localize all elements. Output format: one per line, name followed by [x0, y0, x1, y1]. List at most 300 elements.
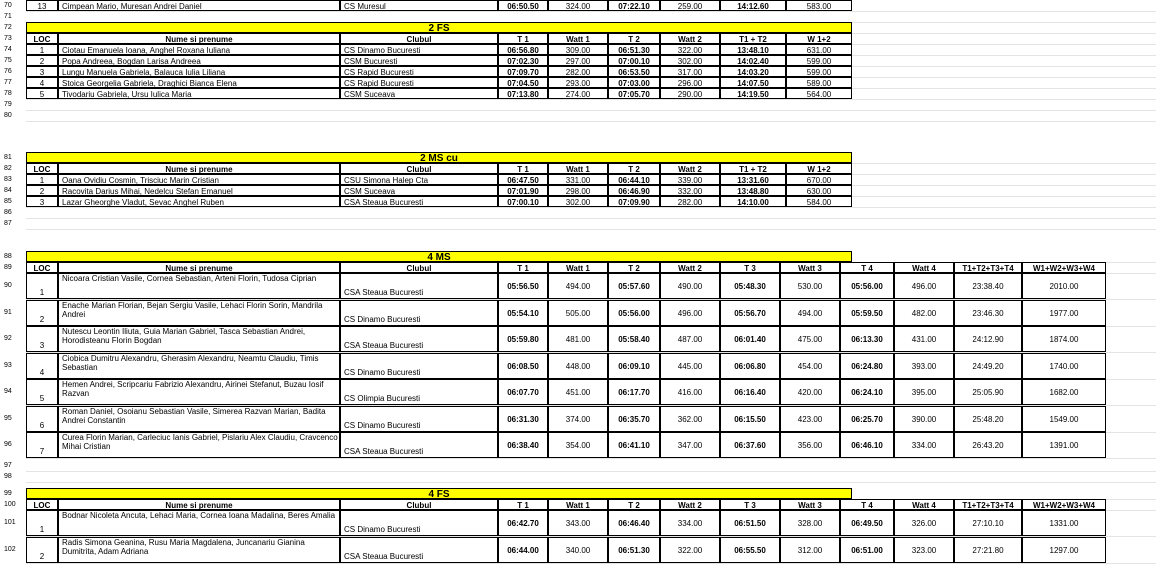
cell-w4[interactable]: 390.00	[894, 406, 954, 432]
cell-loc[interactable]: 2	[26, 185, 58, 196]
cell-w2[interactable]: 290.00	[660, 88, 720, 99]
gridline	[26, 229, 1156, 230]
column-header[interactable]: T 4	[840, 262, 894, 273]
row-number[interactable]: 87	[4, 220, 12, 227]
column-header[interactable]: LOC	[26, 262, 58, 273]
cell-wt[interactable]: 1297.00	[1022, 537, 1106, 563]
cell-club[interactable]: CS Dinamo Bucuresti	[340, 44, 498, 55]
cell-wt[interactable]: 599.00	[786, 66, 852, 77]
cell-wt[interactable]: 1682.00	[1022, 379, 1106, 405]
cell-w4[interactable]: 482.00	[894, 300, 954, 326]
cell-loc[interactable]: 2	[26, 55, 58, 66]
column-header[interactable]: Nume si prenume	[58, 33, 340, 44]
row-number[interactable]: 95	[4, 414, 12, 422]
cell-loc[interactable]: 3	[26, 196, 58, 207]
team-names[interactable]: Nicoara Cristian Vasile, Cornea Sebastian, Arteni Florin, Tudosa Ciprian	[58, 273, 340, 299]
column-header[interactable]: Watt 1	[548, 163, 608, 174]
cell-club[interactable]: CS Dinamo Bucuresti	[340, 406, 498, 432]
cell-w4[interactable]: 393.00	[894, 353, 954, 379]
cell-w1[interactable]: 451.00	[548, 379, 608, 405]
team-names[interactable]: Stoica Georgelia Gabriela, Draghici Bianca Elena	[58, 77, 340, 88]
team-names[interactable]: Enache Marian Florian, Bejan Sergiu Vasile, Lehaci Florin Sorin, Mandrila Andrei	[58, 300, 340, 326]
cell-w2[interactable]: 322.00	[660, 537, 720, 563]
section-title[interactable]: 4 MS	[26, 251, 852, 262]
table-row	[0, 44, 1156, 55]
table-row	[0, 0, 1156, 11]
cell-t1[interactable]: 07:02.30	[498, 55, 548, 66]
cell-w1[interactable]: 302.00	[548, 196, 608, 207]
cell-loc[interactable]: 13	[26, 0, 58, 11]
row-number[interactable]: 85	[4, 198, 12, 205]
cell-t2[interactable]: 06:17.70	[608, 379, 660, 405]
cell-w3[interactable]: 420.00	[780, 379, 840, 405]
cell-w3[interactable]: 530.00	[780, 273, 840, 299]
cell-t1[interactable]: 06:50.50	[498, 0, 548, 11]
cell-t1[interactable]: 06:31.30	[498, 406, 548, 432]
cell-w1[interactable]: 354.00	[548, 432, 608, 458]
column-header[interactable]: T 3	[720, 499, 780, 510]
row-number[interactable]: 101	[4, 519, 16, 526]
cell-loc[interactable]: 3	[26, 326, 58, 352]
cell-w3[interactable]: 475.00	[780, 326, 840, 352]
cell-t3[interactable]: 05:48.30	[720, 273, 780, 299]
column-header[interactable]: W 1+2	[786, 163, 852, 174]
cell-w1[interactable]: 331.00	[548, 174, 608, 185]
row-number[interactable]: 84	[4, 187, 12, 194]
cell-club[interactable]: CSM Bucuresti	[340, 55, 498, 66]
cell-t1[interactable]: 07:09.70	[498, 66, 548, 77]
cell-t1[interactable]: 05:56.50	[498, 273, 548, 299]
row-number[interactable]: 75	[4, 57, 12, 64]
column-header[interactable]: LOC	[26, 33, 58, 44]
column-header[interactable]: T 3	[720, 262, 780, 273]
cell-t4[interactable]: 06:49.50	[840, 510, 894, 536]
column-header[interactable]: Watt 3	[780, 262, 840, 273]
cell-t1[interactable]: 06:56.80	[498, 44, 548, 55]
cell-t2[interactable]: 05:56.00	[608, 300, 660, 326]
section-title[interactable]: 2 FS	[26, 22, 852, 33]
column-header[interactable]: Clubul	[340, 33, 498, 44]
cell-t2[interactable]: 06:35.70	[608, 406, 660, 432]
cell-wt[interactable]: 583.00	[786, 0, 852, 11]
column-header[interactable]: T 1	[498, 33, 548, 44]
row-number[interactable]: 81	[4, 154, 12, 161]
team-names[interactable]: Popa Andreea, Bogdan Larisa Andreea	[58, 55, 340, 66]
cell-tt[interactable]: 14:02.40	[720, 55, 786, 66]
column-header[interactable]: Watt 2	[660, 499, 720, 510]
team-names[interactable]: Racovita Darius Mihai, Nedelcu Stefan Emanuel	[58, 185, 340, 196]
column-header[interactable]: T 2	[608, 163, 660, 174]
cell-w3[interactable]: 494.00	[780, 300, 840, 326]
column-header[interactable]: T 2	[608, 499, 660, 510]
column-header[interactable]: Watt 2	[660, 33, 720, 44]
cell-loc[interactable]: 1	[26, 273, 58, 299]
cell-w3[interactable]: 454.00	[780, 353, 840, 379]
cell-club[interactable]: CS Olimpia Bucuresti	[340, 379, 498, 405]
table-row	[0, 174, 1156, 185]
column-header[interactable]: T 1	[498, 262, 548, 273]
cell-tt[interactable]: 14:19.50	[720, 88, 786, 99]
column-header[interactable]: T1 + T2	[720, 163, 786, 174]
cell-t1[interactable]: 06:08.50	[498, 353, 548, 379]
cell-w1[interactable]: 343.00	[548, 510, 608, 536]
cell-t2[interactable]: 06:53.50	[608, 66, 660, 77]
cell-t4[interactable]: 06:13.30	[840, 326, 894, 352]
cell-loc[interactable]: 1	[26, 510, 58, 536]
row-number[interactable]: 97	[4, 462, 12, 469]
cell-wt[interactable]: 599.00	[786, 55, 852, 66]
cell-w4[interactable]: 395.00	[894, 379, 954, 405]
cell-t2[interactable]: 06:44.10	[608, 174, 660, 185]
cell-loc[interactable]: 7	[26, 432, 58, 458]
row-number[interactable]: 94	[4, 388, 12, 395]
cell-w2[interactable]: 445.00	[660, 353, 720, 379]
cell-w1[interactable]: 374.00	[548, 406, 608, 432]
row-number[interactable]: 98	[4, 473, 12, 480]
row-number[interactable]: 91	[4, 308, 12, 316]
column-header[interactable]: W1+W2+W3+W4	[1022, 262, 1106, 273]
cell-wt[interactable]: 1977.00	[1022, 300, 1106, 326]
table-row	[0, 218, 1156, 229]
cell-loc[interactable]: 1	[26, 44, 58, 55]
cell-club[interactable]: CSA Steaua Bucuresti	[340, 537, 498, 563]
cell-tt[interactable]: 23:46.30	[954, 300, 1022, 326]
row-number[interactable]: 77	[4, 79, 12, 86]
cell-club[interactable]: CSM Suceava	[340, 88, 498, 99]
cell-w1[interactable]: 448.00	[548, 353, 608, 379]
cell-t3[interactable]: 06:16.40	[720, 379, 780, 405]
row-number[interactable]: 74	[4, 46, 12, 53]
row-number[interactable]: 100	[4, 501, 16, 508]
cell-w3[interactable]: 423.00	[780, 406, 840, 432]
column-header[interactable]: Watt 1	[548, 262, 608, 273]
cell-t1[interactable]: 05:54.10	[498, 300, 548, 326]
row-number[interactable]: 102	[4, 545, 16, 553]
table-row	[0, 207, 1156, 218]
cell-tt[interactable]: 24:49.20	[954, 353, 1022, 379]
row-number[interactable]: 82	[4, 165, 12, 172]
column-header[interactable]: LOC	[26, 163, 58, 174]
cell-t4[interactable]: 06:25.70	[840, 406, 894, 432]
cell-tt[interactable]: 23:38.40	[954, 273, 1022, 299]
row-number[interactable]: 96	[4, 441, 12, 448]
cell-t1[interactable]: 07:13.80	[498, 88, 548, 99]
team-names[interactable]: Tivodariu Gabriela, Ursu Iulica Maria	[58, 88, 340, 99]
cell-tt[interactable]: 25:48.20	[954, 406, 1022, 432]
cell-t4[interactable]: 06:24.10	[840, 379, 894, 405]
cell-wt[interactable]: 670.00	[786, 174, 852, 185]
cell-t3[interactable]: 05:56.70	[720, 300, 780, 326]
cell-w1[interactable]: 494.00	[548, 273, 608, 299]
cell-loc[interactable]: 4	[26, 77, 58, 88]
row-number[interactable]: 89	[4, 264, 12, 271]
cell-w2[interactable]: 259.00	[660, 0, 720, 11]
cell-loc[interactable]: 5	[26, 88, 58, 99]
section-title[interactable]: 4 FS	[26, 488, 852, 499]
row-number[interactable]: 71	[4, 13, 12, 20]
cell-tt[interactable]: 14:10.00	[720, 196, 786, 207]
cell-wt[interactable]: 589.00	[786, 77, 852, 88]
cell-wt[interactable]: 631.00	[786, 44, 852, 55]
column-header[interactable]: T 2	[608, 262, 660, 273]
cell-t2[interactable]: 06:09.10	[608, 353, 660, 379]
team-names[interactable]: Ciotau Emanuela Ioana, Anghel Roxana Iuliana	[58, 44, 340, 55]
column-header[interactable]: Watt 1	[548, 499, 608, 510]
cell-t2[interactable]: 06:46.90	[608, 185, 660, 196]
cell-wt[interactable]: 1391.00	[1022, 432, 1106, 458]
cell-club[interactable]: CSA Steaua Bucuresti	[340, 432, 498, 458]
column-header[interactable]: Clubul	[340, 499, 498, 510]
cell-t1[interactable]: 07:04.50	[498, 77, 548, 88]
cell-w2[interactable]: 487.00	[660, 326, 720, 352]
row-number[interactable]: 70	[4, 2, 12, 9]
team-names[interactable]: Roman Daniel, Osoianu Sebastian Vasile, Simerea Razvan Marian, Badita Andrei Constantin	[58, 406, 340, 432]
cell-w1[interactable]: 298.00	[548, 185, 608, 196]
cell-t2[interactable]: 07:22.10	[608, 0, 660, 11]
cell-w2[interactable]: 317.00	[660, 66, 720, 77]
row-number[interactable]: 92	[4, 335, 12, 342]
table-row	[0, 163, 1156, 174]
cell-t4[interactable]: 06:24.80	[840, 353, 894, 379]
row-number[interactable]: 83	[4, 176, 12, 183]
cell-t2[interactable]: 06:41.10	[608, 432, 660, 458]
cell-tt[interactable]: 27:10.10	[954, 510, 1022, 536]
cell-t1[interactable]: 05:59.80	[498, 326, 548, 352]
column-header[interactable]: Watt 3	[780, 499, 840, 510]
cell-w1[interactable]: 293.00	[548, 77, 608, 88]
gridline	[26, 458, 1156, 459]
section-title[interactable]: 2 MS cu	[26, 152, 852, 163]
cell-w2[interactable]: 347.00	[660, 432, 720, 458]
cell-t2[interactable]: 07:05.70	[608, 88, 660, 99]
table-row	[0, 406, 1156, 432]
row-number[interactable]: 79	[4, 101, 12, 108]
cell-tt[interactable]: 26:43.20	[954, 432, 1022, 458]
cell-t3[interactable]: 06:06.80	[720, 353, 780, 379]
column-header[interactable]: Nume si prenume	[58, 262, 340, 273]
cell-wt[interactable]: 630.00	[786, 185, 852, 196]
cell-t1[interactable]: 06:07.70	[498, 379, 548, 405]
cell-t1[interactable]: 07:00.10	[498, 196, 548, 207]
cell-tt[interactable]: 25:05.90	[954, 379, 1022, 405]
table-row	[0, 251, 1156, 262]
row-number[interactable]: 88	[4, 253, 12, 260]
cell-w2[interactable]: 322.00	[660, 44, 720, 55]
cell-t2[interactable]: 07:03.00	[608, 77, 660, 88]
row-number[interactable]: 99	[4, 490, 12, 497]
team-names[interactable]: Curea Florin Marian, Carleciuc Ianis Gabriel, Pislariu Alex Claudiu, Cravcenco Mihai Cristian	[58, 432, 340, 458]
gridline	[26, 482, 1156, 483]
cell-club[interactable]: CS Rapid Bucuresti	[340, 77, 498, 88]
cell-w2[interactable]: 334.00	[660, 510, 720, 536]
column-header[interactable]: T1+T2+T3+T4	[954, 262, 1022, 273]
cell-wt[interactable]: 1549.00	[1022, 406, 1106, 432]
cell-t4[interactable]: 06:51.00	[840, 537, 894, 563]
cell-w2[interactable]: 362.00	[660, 406, 720, 432]
column-header[interactable]: T 4	[840, 499, 894, 510]
cell-wt[interactable]: 2010.00	[1022, 273, 1106, 299]
cell-tt[interactable]: 14:07.50	[720, 77, 786, 88]
cell-t1[interactable]: 07:01.90	[498, 185, 548, 196]
column-header[interactable]: Watt 2	[660, 262, 720, 273]
cell-club[interactable]: CSU Simona Halep Cta	[340, 174, 498, 185]
column-header[interactable]: Watt 1	[548, 33, 608, 44]
table-row	[0, 537, 1156, 563]
row-number[interactable]: 72	[4, 24, 12, 31]
row-number[interactable]: 80	[4, 112, 12, 119]
column-header[interactable]: Watt 4	[894, 499, 954, 510]
cell-t1[interactable]: 06:44.00	[498, 537, 548, 563]
team-names[interactable]: Nutescu Leontin Iliuta, Guia Marian Gabriel, Tasca Sebastian Andrei, Horodisteanu Florin Bogdan	[58, 326, 340, 352]
column-header[interactable]: T 1	[498, 499, 548, 510]
table-row	[0, 88, 1156, 99]
cell-w1[interactable]: 297.00	[548, 55, 608, 66]
column-header[interactable]: T1 + T2	[720, 33, 786, 44]
cell-tt[interactable]: 14:03.20	[720, 66, 786, 77]
cell-tt[interactable]: 27:21.80	[954, 537, 1022, 563]
gridline	[26, 121, 1156, 122]
cell-club[interactable]: CSA Steaua Bucuresti	[340, 326, 498, 352]
cell-t3[interactable]: 06:15.50	[720, 406, 780, 432]
cell-wt[interactable]: 564.00	[786, 88, 852, 99]
team-names[interactable]: Ciobica Dumitru Alexandru, Gherasim Alexandru, Neamtu Claudiu, Timis Sebastian	[58, 353, 340, 379]
cell-loc[interactable]: 6	[26, 406, 58, 432]
cell-t1[interactable]: 06:42.70	[498, 510, 548, 536]
column-header[interactable]: T 2	[608, 33, 660, 44]
cell-t2[interactable]: 06:51.30	[608, 537, 660, 563]
cell-loc[interactable]: 5	[26, 379, 58, 405]
cell-t2[interactable]: 06:51.30	[608, 44, 660, 55]
cell-loc[interactable]: 2	[26, 300, 58, 326]
cell-w2[interactable]: 339.00	[660, 174, 720, 185]
row-number[interactable]: 86	[4, 209, 12, 216]
cell-wt[interactable]: 1740.00	[1022, 353, 1106, 379]
column-header[interactable]: LOC	[26, 499, 58, 510]
cell-club[interactable]: CSA Steaua Bucuresti	[340, 273, 498, 299]
column-header[interactable]: Clubul	[340, 262, 498, 273]
cell-tt[interactable]: 24:12.90	[954, 326, 1022, 352]
table-row	[0, 99, 1156, 110]
cell-t2[interactable]: 06:46.40	[608, 510, 660, 536]
cell-tt[interactable]: 13:48.10	[720, 44, 786, 55]
cell-t1[interactable]: 06:38.40	[498, 432, 548, 458]
team-names[interactable]: Lungu Manuela Gabriela, Balauca Iulia Liliana	[58, 66, 340, 77]
table-row	[0, 488, 1156, 499]
cell-t2[interactable]: 05:57.60	[608, 273, 660, 299]
row-number[interactable]: 78	[4, 90, 12, 97]
column-header[interactable]: Nume si prenume	[58, 163, 340, 174]
cell-club[interactable]: CS Dinamo Bucuresti	[340, 353, 498, 379]
cell-loc[interactable]: 2	[26, 537, 58, 563]
cell-club[interactable]: CS Rapid Bucuresti	[340, 66, 498, 77]
row-number[interactable]: 73	[4, 35, 12, 42]
team-names[interactable]: Oana Ovidiu Cosmin, Trisciuc Marin Cristian	[58, 174, 340, 185]
cell-club[interactable]: CS Muresul	[340, 0, 498, 11]
cell-t2[interactable]: 07:00.10	[608, 55, 660, 66]
cell-club[interactable]: CSM Suceava	[340, 185, 498, 196]
cell-w4[interactable]: 334.00	[894, 432, 954, 458]
table-row	[0, 33, 1156, 44]
cell-t4[interactable]: 05:56.00	[840, 273, 894, 299]
cell-w4[interactable]: 326.00	[894, 510, 954, 536]
column-header[interactable]: Clubul	[340, 163, 498, 174]
cell-loc[interactable]: 4	[26, 353, 58, 379]
cell-t2[interactable]: 07:09.90	[608, 196, 660, 207]
cell-w4[interactable]: 496.00	[894, 273, 954, 299]
cell-w1[interactable]: 309.00	[548, 44, 608, 55]
cell-w2[interactable]: 416.00	[660, 379, 720, 405]
column-header[interactable]: Nume si prenume	[58, 499, 340, 510]
column-header[interactable]: Watt 2	[660, 163, 720, 174]
cell-w2[interactable]: 496.00	[660, 300, 720, 326]
cell-w2[interactable]: 302.00	[660, 55, 720, 66]
cell-t3[interactable]: 06:01.40	[720, 326, 780, 352]
cell-tt[interactable]: 14:12.60	[720, 0, 786, 11]
cell-t3[interactable]: 06:37.60	[720, 432, 780, 458]
cell-w3[interactable]: 356.00	[780, 432, 840, 458]
cell-w3[interactable]: 328.00	[780, 510, 840, 536]
row-number[interactable]: 93	[4, 361, 12, 369]
cell-w1[interactable]: 274.00	[548, 88, 608, 99]
cell-club[interactable]: CS Dinamo Bucuresti	[340, 300, 498, 326]
row-number[interactable]: 76	[4, 68, 12, 75]
cell-t3[interactable]: 06:55.50	[720, 537, 780, 563]
cell-t1[interactable]: 06:47.50	[498, 174, 548, 185]
cell-w4[interactable]: 431.00	[894, 326, 954, 352]
cell-w2[interactable]: 282.00	[660, 196, 720, 207]
cell-tt[interactable]: 13:31.60	[720, 174, 786, 185]
cell-t4[interactable]: 06:46.10	[840, 432, 894, 458]
cell-t3[interactable]: 06:51.50	[720, 510, 780, 536]
cell-w2[interactable]: 296.00	[660, 77, 720, 88]
cell-w3[interactable]: 312.00	[780, 537, 840, 563]
cell-w2[interactable]: 490.00	[660, 273, 720, 299]
cell-loc[interactable]: 1	[26, 174, 58, 185]
table-row	[0, 300, 1156, 326]
table-row	[0, 273, 1156, 299]
cell-tt[interactable]: 13:48.80	[720, 185, 786, 196]
team-names[interactable]: Hemen Andrei, Scripcariu Fabrizio Alexandru, Airinei Stefanut, Buzau Iosif Razvan	[58, 379, 340, 405]
cell-loc[interactable]: 3	[26, 66, 58, 77]
column-header[interactable]: T 1	[498, 163, 548, 174]
team-names[interactable]: Lazar Gheorghe Vladut, Sevac Anghel Ruben	[58, 196, 340, 207]
column-header[interactable]: W1+W2+W3+W4	[1022, 499, 1106, 510]
cell-wt[interactable]: 584.00	[786, 196, 852, 207]
cell-wt[interactable]: 1874.00	[1022, 326, 1106, 352]
team-names[interactable]: Bodnar Nicoleta Ancuta, Lehaci Maria, Cornea Ioana Madalina, Beres Amalia	[58, 510, 340, 536]
column-header[interactable]: Watt 4	[894, 262, 954, 273]
cell-w2[interactable]: 332.00	[660, 185, 720, 196]
cell-w1[interactable]: 505.00	[548, 300, 608, 326]
table-row	[0, 110, 1156, 121]
row-number[interactable]: 90	[4, 282, 12, 289]
column-header[interactable]: T1+T2+T3+T4	[954, 499, 1022, 510]
cell-w1[interactable]: 324.00	[548, 0, 608, 11]
team-names[interactable]: Radis Simona Geanina, Rusu Maria Magdalena, Juncanariu Gianina Dumitrita, Adam Adriana	[58, 537, 340, 563]
cell-w1[interactable]: 481.00	[548, 326, 608, 352]
cell-club[interactable]: CS Dinamo Bucuresti	[340, 510, 498, 536]
cell-wt[interactable]: 1331.00	[1022, 510, 1106, 536]
cell-t4[interactable]: 05:59.50	[840, 300, 894, 326]
cell-w1[interactable]: 340.00	[548, 537, 608, 563]
table-row	[0, 55, 1156, 66]
column-header[interactable]: W 1+2	[786, 33, 852, 44]
cell-w1[interactable]: 282.00	[548, 66, 608, 77]
team-names[interactable]: Cimpean Mario, Muresan Andrei Daniel	[58, 0, 340, 11]
cell-w4[interactable]: 323.00	[894, 537, 954, 563]
cell-club[interactable]: CSA Steaua Bucuresti	[340, 196, 498, 207]
cell-t2[interactable]: 05:58.40	[608, 326, 660, 352]
